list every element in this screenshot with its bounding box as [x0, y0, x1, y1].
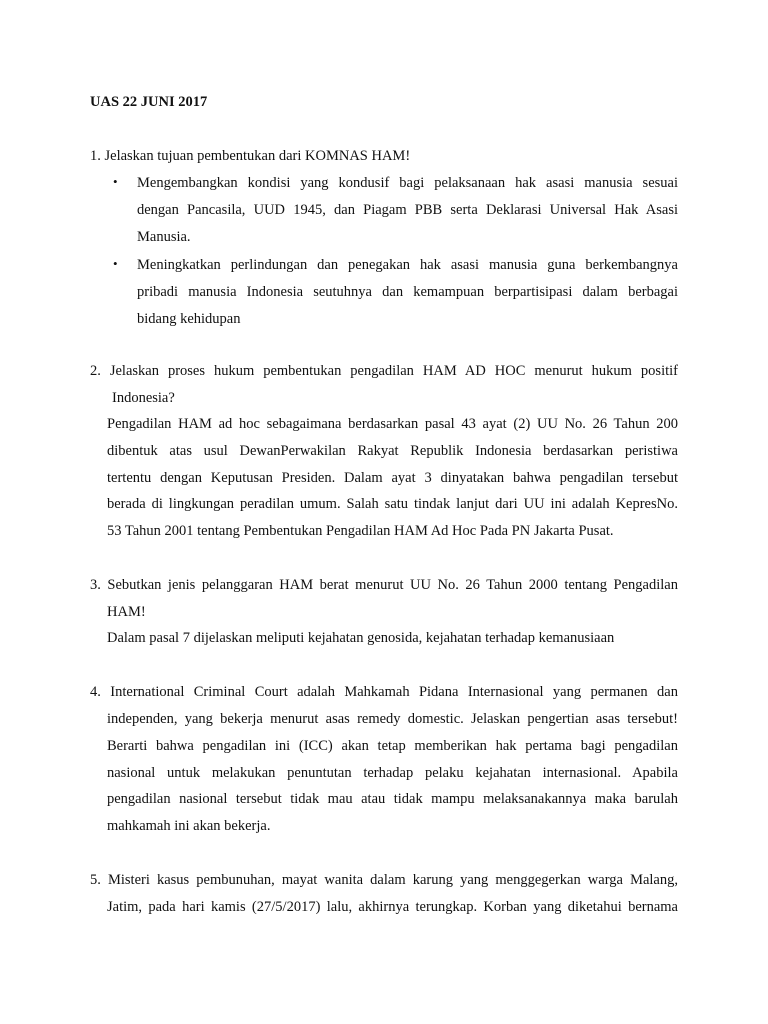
question-3-line: HAM!	[107, 603, 146, 620]
question-2-line: 2. Jelaskan proses hukum pembentukan pengadilan HAM AD HOC menurut hukum positif	[90, 363, 678, 379]
answer-2-line: dibentuk atas usul DewanPerwakilan Rakyat Republik Indonesia berdasarkan peristiwa	[107, 442, 678, 459]
q1-bullet-1-line: dengan Pancasila, UUD 1945, dan Piagam PBB serta Deklarasi Universal Hak Asasi	[137, 201, 678, 218]
answer-4-line: pengadilan nasional tersebut tidak mau atau tidak mampu melaksanakannya maka barulah	[107, 791, 678, 808]
answer-4-line: mahkamah ini akan bekerja.	[107, 818, 271, 835]
q1-bullet-2-line: bidang kehidupan	[137, 310, 241, 327]
answer-4-line: independen, yang bekerja menurut asas remedy domestic. Jelaskan pengertian asas tersebut!	[107, 711, 678, 727]
bullet-1: •	[113, 174, 118, 189]
answer-4-line: nasional untuk melakukan penuntutan terhadap pelaku kejahatan internasional. Apabila	[107, 764, 678, 781]
q1-bullet-2-line: pribadi manusia Indonesia seutuhnya dan kemampuan berpartisipasi dalam berbagai	[137, 283, 678, 300]
q1-bullet-2	[137, 252, 678, 332]
question-3-line: 3. Sebutkan jenis pelanggaran HAM berat menurut UU No. 26 Tahun 2000 tentang Pengadilan	[90, 577, 678, 593]
answer-4-line: Berarti bahwa pengadilan ini (ICC) akan tetap memberikan hak pertama bagi pengadilan	[107, 737, 678, 754]
q1-bullet-1-line: Mengembangkan kondisi yang kondusif bagi pelaksanaan hak asasi manusia sesuai	[137, 175, 678, 191]
question-5-line: 5. Misteri kasus pembunuhan, mayat wanita dalam karung yang menggegerkan warga Malang,	[90, 872, 678, 888]
question-2	[90, 358, 678, 412]
answer-2-line: tertentu dengan Keputusan Presiden. Dalam ayat 3 dinyatakan bahwa pengadilan tersebut	[107, 469, 678, 486]
answer-2-line: berada di lingkungan peradilan umum. Salah satu tindak lanjut dari UU ini adalah KepresNo.	[107, 496, 678, 513]
answer-4	[107, 706, 678, 840]
q1-bullet-1-line: Manusia.	[137, 228, 191, 245]
answer-5	[107, 894, 678, 921]
q1-bullet-2-line: Meningkatkan perlindungan dan penegakan hak asasi manusia guna berkembangnya	[137, 257, 678, 273]
question-4	[90, 679, 678, 706]
answer-2-line: 53 Tahun 2001 tentang Pembentukan Pengadilan HAM Ad Hoc Pada PN Jakarta Pusat.	[107, 523, 614, 540]
document-title: UAS 22 JUNI 2017	[90, 94, 208, 110]
answer-3	[107, 625, 678, 652]
question-3	[90, 572, 678, 626]
question-4-line: 4. International Criminal Court adalah Mahkamah Pidana Internasional yang permanen dan	[90, 684, 678, 700]
question-1	[90, 143, 680, 170]
q1-bullet-1	[137, 170, 678, 250]
question-5	[90, 867, 678, 894]
bullet-2: •	[113, 256, 118, 271]
answer-3-line: Dalam pasal 7 dijelaskan meliputi kejahatan genosida, kejahatan terhadap kemanusiaan	[107, 630, 615, 646]
answer-2	[107, 411, 678, 545]
question-2-line: Indonesia?	[112, 389, 175, 406]
answer-2-line: Pengadilan HAM ad hoc sebagaimana berdasarkan pasal 43 ayat (2) UU No. 26 Tahun 200	[107, 416, 678, 432]
question-1-text: 1. Jelaskan tujuan pembentukan dari KOMNAS HAM!	[90, 148, 411, 164]
answer-5-line: Jatim, pada hari kamis (27/5/2017) lalu, akhirnya terungkap. Korban yang diketahui bernama	[107, 899, 678, 915]
